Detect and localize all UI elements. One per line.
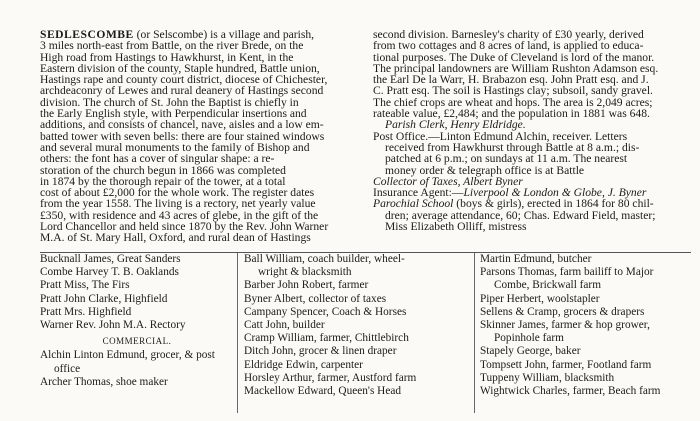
trade-entry: Horsley Arthur, farmer, Austford farm (244, 371, 417, 384)
trade-entry: Martin Edmund, butcher (480, 253, 592, 265)
trade-entry: Archer Thomas, shoe maker (40, 375, 168, 388)
entry-line: archdeaconry of Lewes and rural deanery of Hastings second (40, 84, 324, 98)
entry-line: additions, and consists of chancel, nave, aisles and a low em- (40, 118, 324, 132)
entry-line: The principal landowners are William Rushton Adamson esq. (373, 61, 659, 75)
trade-entry-continued: wright & blacksmith (258, 266, 352, 279)
entry-left-column (40, 29, 360, 244)
entry-line: and several mural monuments to the family of Bishop and (40, 140, 310, 154)
resident-entry: Combe Harvey T. B. Oaklands (40, 266, 179, 279)
trade-entry: Eldridge Edwin, carpenter (244, 358, 363, 371)
commercial-list-a (40, 349, 234, 389)
entry-line: others: the font has a cover of singular shape: a re- (40, 152, 275, 166)
private-residents-list (40, 253, 234, 332)
resident-entry: Warner Rev. John M.A. Rectory (40, 319, 186, 332)
column-rule (474, 253, 475, 413)
entry-right-lines (373, 29, 691, 119)
entry-line: Lord Chancellor and held since 1870 by the Rev. John Warner (40, 220, 329, 234)
trade-entry-continued: Combe, Brickwall farm (494, 279, 601, 292)
trade-entry: Ball William, coach builder, wheel- (244, 253, 405, 265)
trade-entry: Tompsett John, farmer, Footland farm (480, 358, 652, 371)
entry-line: the Earl De la Warr, H. Brabazon esq. John Pratt esq. and J. (373, 73, 649, 87)
commercial-list-b (244, 253, 472, 398)
trade-entry: Wightwick Charles, farmer, Beach farm (480, 385, 661, 398)
entry-line: division. The church of St. John the Baptist is chiefly in (40, 95, 299, 109)
commercial-list-c (480, 253, 692, 398)
column-rule (237, 253, 238, 413)
insurance-agent: Insurance Agent:—Liverpool & London & Globe, J. Byner (373, 186, 647, 200)
entry-line: Hastings rape and county court district, diocese of Chichester, (40, 73, 328, 87)
resident-entry: Pratt Mrs. Highfield (40, 305, 132, 318)
entry-line: second division. Barnesley's charity of £30 yearly, derived (373, 28, 644, 41)
entry-line: 3 miles north-east from Battle, on the river Brede, on the (40, 39, 304, 53)
post-office-notice (373, 131, 691, 176)
resident-entry: Pratt Miss, The Firs (40, 279, 130, 292)
trade-entry: Cramp William, farmer, Chittlebirch (244, 332, 409, 345)
trade-entry: Mackellow Edward, Queen's Head (244, 385, 401, 398)
resident-entry: Bucknall James, Great Sanders (40, 253, 181, 265)
entry-line: storation of the church begun in 1866 was completed (40, 163, 286, 177)
collector-of-taxes: Collector of Taxes, Albert Byner (373, 174, 523, 188)
trade-entry: Skinner James, farmer & hop grower, (480, 319, 650, 332)
entry-line: the Early English style, with Perpendicular insertions and (40, 107, 307, 121)
entry-line: rateable value, £2,484; and the population in 1881 was 648. (373, 107, 650, 121)
trade-entry: Campany Spencer, Coach & Horses (244, 305, 407, 318)
entry-line: batted tower with seven bells: there are four stained windows (40, 129, 325, 143)
commercial-heading: COMMERCIAL. (102, 336, 172, 347)
parish-clerk: Parish Clerk, Henry Eldridge. (385, 118, 526, 132)
entry-line: £350, with residence and 43 acres of glebe, in the gift of the (40, 208, 319, 222)
trade-entry: Sellens & Cramp, grocers & drapers (480, 305, 645, 318)
trade-entry: Barber John Robert, farmer (244, 279, 369, 292)
post-office-line: Post Office.—Linton Edmund Alchin, receiver. Letters (373, 129, 628, 143)
entry-line: in 1874 by the thorough repair of the tower, at a total (40, 174, 286, 188)
entry-line: cost of about £2,000 for the whole work. The register dates (40, 186, 315, 200)
entry-right-column (373, 29, 691, 232)
trade-entry: Catt John, builder (244, 319, 325, 332)
trade-entry: Byner Albert, collector of taxes (244, 292, 387, 305)
post-office-line: received from Hawkhurst through Battle at 8 a.m.; dis- (385, 140, 640, 154)
entry-line: C. Pratt esq. The soil is Hastings clay; subsoil, sandy gravel. (373, 84, 653, 98)
trade-entry: Stapely George, baker (480, 345, 581, 358)
residents-column-a (40, 253, 234, 389)
residents-column-c (480, 253, 692, 398)
entry-line: Eastern division of the county, Staple hundred, Battle union, (40, 61, 320, 75)
resident-entry: Pratt John Clarke, Highfield (40, 292, 168, 305)
entry-line: tional purposes. The Duke of Cleveland is lord of the manor. (373, 50, 655, 64)
entry-line: High road from Hastings to Hawkhurst, in Kent, in the (40, 50, 294, 64)
residents-column-b (244, 253, 472, 398)
trade-entry: Piper Herbert, woolstapler (480, 292, 600, 305)
trade-entry: Alchin Linton Edmund, grocer, & post (40, 349, 215, 362)
trade-entry: Tuppeny William, blacksmith (480, 371, 615, 384)
entry-left-lines (40, 40, 360, 243)
entry-line: from two cottages and 8 acres of land, is applied to educa- (373, 39, 644, 53)
post-office-line: money order & telegraph office is at Battle (385, 163, 585, 177)
entry-line: from the year 1558. The living is a rectory, net yearly value (40, 197, 316, 211)
place-heading: SEDLESCOMBE (40, 28, 134, 41)
post-office-line: patched at 6 p.m.; on sundays at 11 a.m. The nearest (385, 152, 628, 166)
entry-line: M.A. of St. Mary Hall, Oxford, and rural dean of Hastings (40, 231, 311, 245)
school-line: Miss Elizabeth Olliff, mistress (385, 220, 527, 234)
parochial-school: Parochial School (boys & girls), erected in 1864 for 80 chil- (373, 197, 654, 211)
trade-entry: Ditch John, grocer & linen draper (244, 345, 397, 358)
trade-entry: Parsons Thomas, farm bailiff to Major (480, 266, 654, 279)
entry-line: The chief crops are wheat and hops. The area is 2,049 acres; (373, 95, 653, 109)
entry-line: (or Selscombe) is a village and parish, (133, 28, 315, 41)
school-line: dren; average attendance, 60; Chas. Edward Field, master; (385, 208, 656, 222)
trade-entry-continued: Popinhole farm (494, 332, 564, 345)
trade-entry-continued: office (54, 362, 81, 375)
